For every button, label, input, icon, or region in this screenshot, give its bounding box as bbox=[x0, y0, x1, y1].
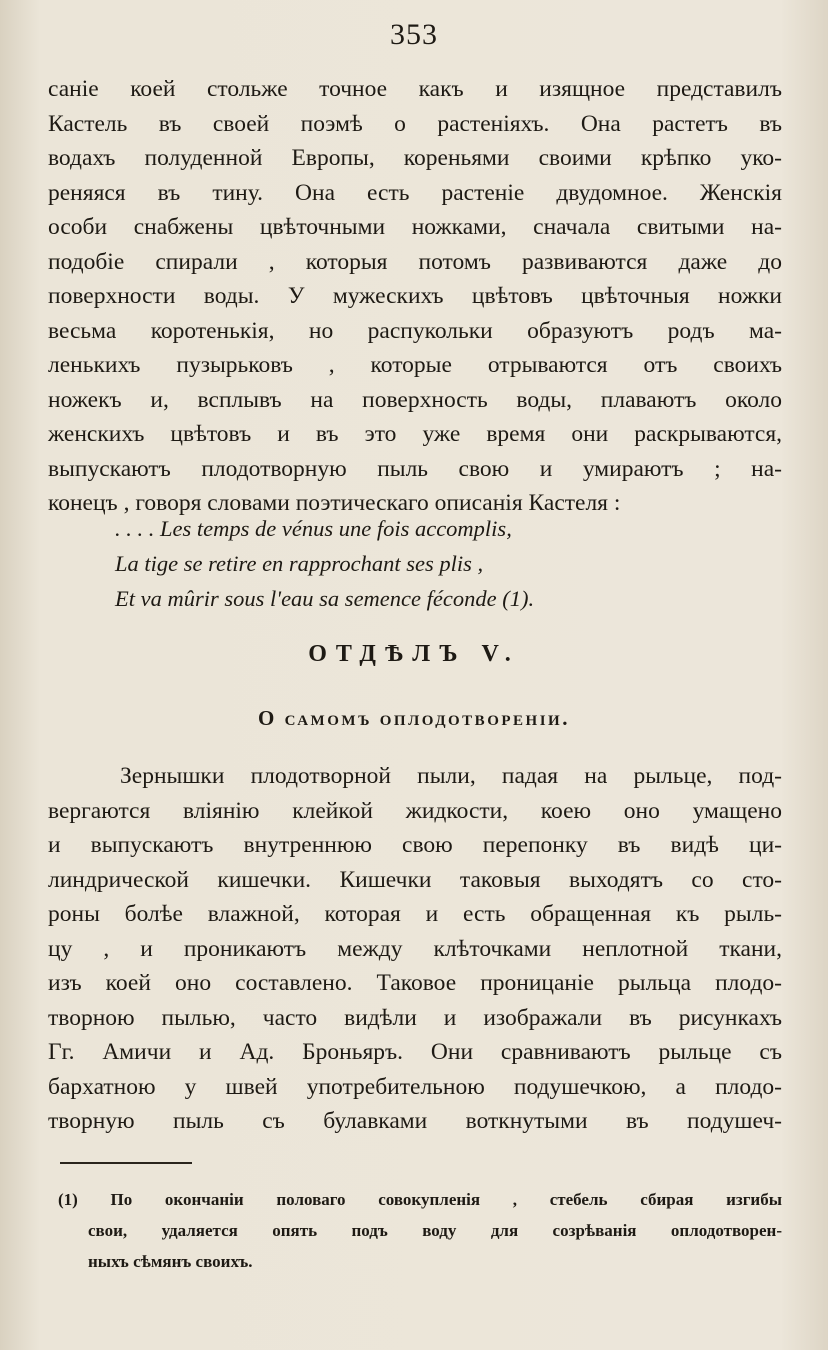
section-title: ОТДѢЛЪ V. bbox=[308, 641, 520, 667]
text-line: цу , и проникаютъ между клѣточками неплотной ткани, bbox=[48, 935, 782, 962]
page-number: 353 bbox=[390, 18, 438, 51]
text-line: саніе коей стольже точное какъ и изящное представилъ bbox=[48, 76, 782, 102]
section-subtitle: О самомъ оплодотвореніи. bbox=[258, 706, 570, 730]
text-line: реняяся въ тину. Она есть растеніе двудомное. Женскія bbox=[48, 179, 782, 206]
poem-verse: La tige se retire en rapprochant ses plis , bbox=[115, 551, 484, 576]
text-line: творную пыль съ булавками воткнутыми въ подушеч- bbox=[48, 1108, 782, 1134]
poem-verse: . . . . Les temps de vénus une fois accomplis, bbox=[115, 516, 512, 541]
text-line: линдрической кишечки. Кишечки таковыя выходятъ со сто- bbox=[48, 866, 782, 893]
paragraph-2 bbox=[48, 759, 782, 1139]
footnote-line: (1) По окончаніи половаго совокупленія , стебель сбирая изгибы bbox=[58, 1190, 782, 1209]
text-line: поверхности воды. У мужескихъ цвѣтовъ цвѣточныя ножки bbox=[48, 283, 782, 309]
text-line: весьма коротенькія, но распукольки образуютъ родъ ма- bbox=[48, 317, 782, 344]
poem-verse: Et va mûrir sous l'eau sa semence féconde (1). bbox=[115, 586, 535, 611]
text-line: изъ коей оно составлено. Таковое проницаніе рыльца плодо- bbox=[48, 970, 782, 996]
text-line: конецъ , говоря словами поэтическаго описанія Кастеля : bbox=[48, 490, 621, 516]
text-line: женскихъ цвѣтовъ и въ это уже время они раскрываются, bbox=[48, 421, 782, 447]
poem-quote bbox=[115, 511, 534, 616]
text-line: роны болѣе влажной, которая и есть обращенная къ рыль- bbox=[48, 901, 782, 927]
text-line: Кастель въ своей поэмѣ о растеніяхъ. Она растетъ въ bbox=[48, 110, 782, 137]
text-line: ножекъ и, всплывъ на поверхность воды, плаваютъ около bbox=[48, 386, 782, 413]
footnote bbox=[58, 1184, 782, 1277]
text-line: водахъ полуденной Европы, кореньями своими крѣпко уко- bbox=[48, 145, 782, 171]
text-line: Зернышки плодотворной пыли, падая на рыльце, под- bbox=[120, 763, 782, 789]
text-line: особи снабжены цвѣточными ножками, сначала свитыми на- bbox=[48, 214, 782, 240]
text-line: и выпускаютъ внутреннюю свою перепонку въ видѣ ци- bbox=[48, 832, 782, 858]
text-line: подобіе спирали , которыя потомъ развиваются даже до bbox=[48, 248, 782, 275]
footnote-divider bbox=[60, 1162, 192, 1164]
text-line: Гг. Амичи и Ад. Броньяръ. Они сравниваютъ рыльце съ bbox=[48, 1039, 782, 1065]
paragraph-1 bbox=[48, 72, 782, 521]
text-line: бархатною у швей употребительною подушечкою, а плодо- bbox=[48, 1073, 782, 1100]
text-line: вергаются вліянію клейкой жидкости, коею оно умащено bbox=[48, 797, 782, 824]
text-line: выпускаютъ плодотворную пыль свою и умираютъ ; на- bbox=[48, 455, 782, 482]
footnote-line: свои, удаляется опять подъ воду для созрѣванія оплодотворен- bbox=[88, 1221, 782, 1240]
footnote-line: ныхъ сѣмянъ своихъ. bbox=[88, 1252, 253, 1271]
text-line: творною пылью, часто видѣли и изображали въ рисункахъ bbox=[48, 1004, 782, 1031]
text-line: ленькихъ пузырьковъ , которые отрываются отъ своихъ bbox=[48, 352, 782, 378]
